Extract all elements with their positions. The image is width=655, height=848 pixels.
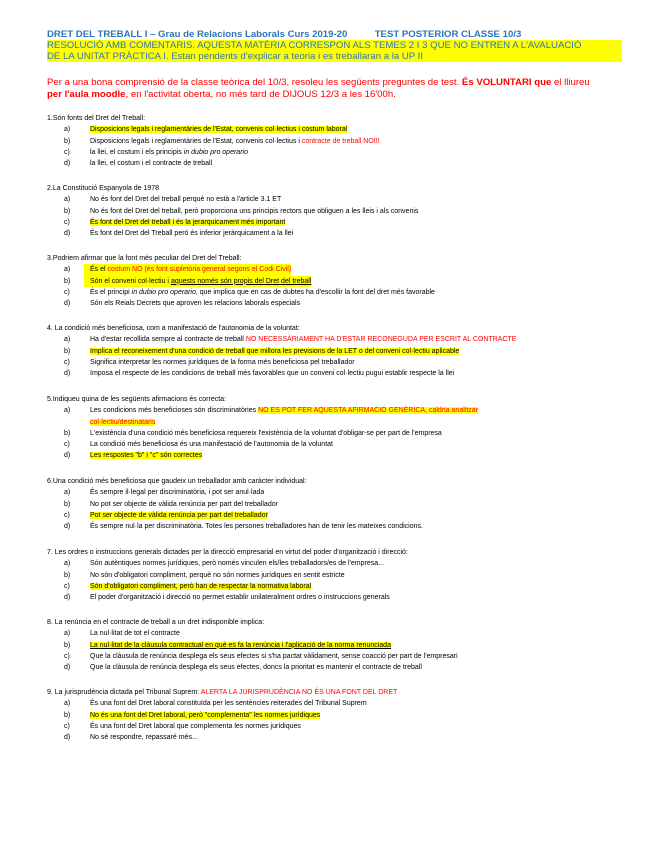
- option-text: El poder d'organització i direcció no permet establir unilateralment ordres o instruccions generals: [90, 594, 390, 602]
- question-title: 8. La renúncia en el contracte de treball a un dret indisponible implica:: [47, 619, 265, 626]
- option-d: [47, 368, 622, 379]
- option-d: [47, 662, 622, 673]
- option-letter: d): [64, 734, 71, 742]
- option-text: Implica el reconeixement d'una condició de treball que millora les previsions de la LET o del conveni col·lectiu aplicable: [90, 347, 460, 355]
- option-comment: costum NO (és font supletòria general segons el Codi Civil): [107, 266, 292, 274]
- option-c: [47, 510, 622, 521]
- option-text: Són autèntiques normes jurídiques, però només vinculen els/les treballadors/es de l'empresa...: [90, 560, 384, 568]
- option-c: [47, 147, 622, 158]
- option-a: [47, 334, 622, 345]
- option-d: [47, 298, 622, 309]
- option-letter: d): [64, 230, 71, 238]
- option-a-continued: [47, 417, 622, 428]
- option-letter: c): [64, 358, 70, 366]
- option-text: És font del Dret del treball i és la jerarquicament més important: [90, 218, 286, 226]
- option-d: [47, 732, 622, 743]
- option-letter: c): [64, 441, 70, 449]
- question-7: [47, 547, 622, 603]
- option-a: [47, 558, 622, 569]
- option-letter: a): [64, 126, 71, 134]
- option-c: [47, 721, 622, 732]
- option-comment-cont: col·lectiu/destinataris: [90, 418, 156, 426]
- option-text: la llei, el costum i els principis: [90, 148, 184, 156]
- document-header: [47, 29, 622, 62]
- option-text: La nul·litat de la clàusula contractual en què es fa la renúncia i l'aplicació de la norma renunciada: [90, 641, 391, 649]
- option-text: És el: [90, 266, 108, 274]
- course-title: DRET DEL TREBALL I – Grau de Relacions Laborals Curs 2019-20: [47, 29, 348, 40]
- option-d: [47, 450, 622, 461]
- option-letter: b): [64, 429, 71, 437]
- option-text-cont: , que implica que en cas de dubtes ha d'escollir la font del dret més favorable: [195, 288, 435, 296]
- option-text: És una font del Dret laboral que complementa les normes jurídiques: [90, 722, 301, 730]
- option-text: Són el conveni col·lectiu i: [90, 277, 171, 285]
- header-line-2: RESOLUCIÓ AMB COMENTARIS. AQUESTA MATÈRIA CORRESPON ALS TEMES 2 I 3 QUE NO ENTREN A L'AVALUACIÓ: [47, 40, 622, 51]
- question-title: 4. La condició més beneficiosa, com a manifestació de l'autonomia de la voluntat:: [47, 325, 300, 332]
- question-title: 2.La Constitució Espanyola de 1978: [47, 185, 160, 192]
- option-letter: d): [64, 452, 71, 460]
- option-letter: d): [64, 523, 71, 531]
- option-letter: c): [64, 652, 70, 660]
- option-c: [47, 651, 622, 662]
- option-d: [47, 521, 622, 532]
- option-letter: a): [64, 407, 71, 415]
- option-b: [47, 640, 622, 651]
- option-b: [47, 710, 622, 721]
- header-line-3: DE LA UNITAT PRÀCTICA I. Estan pendents d'explicar a teoria i es treballaran a la UP II: [47, 51, 622, 62]
- intro-text-1: Per a una bona comprensió de la classe teòrica del 10/3, resoleu les següents preguntes de test.: [47, 77, 462, 88]
- option-c: [47, 217, 622, 228]
- option-text: L'existència d'una condició més beneficiosa requereix l'existència de la voluntat d'obligar-se per part de l'empresa: [90, 429, 442, 437]
- option-a: [47, 264, 622, 275]
- option-letter: a): [64, 489, 71, 497]
- option-text: Disposicions legals i reglamentàries de l'Estat, convenis col·lectius i costum laboral: [90, 126, 348, 134]
- option-text: No és una font del Dret laboral, però "complementa" les normes jurídiques: [90, 711, 321, 719]
- option-d: [47, 158, 622, 169]
- option-letter: a): [64, 630, 71, 638]
- option-comment: NO ES POT FER AQUESTA AFIRMACIÓ GENÈRICA, caldria analitzar: [258, 407, 479, 415]
- option-text: No pot ser objecte de vàlida renúncia per part del treballador: [90, 500, 278, 508]
- option-letter: d): [64, 664, 71, 672]
- question-title: 5.Indiqueu quina de les següents afirmacions és correcta:: [47, 396, 226, 403]
- option-text: És sempre nul·la per discriminatòria. Totes les persones treballadores han de tenir les mateixes condicions.: [90, 523, 423, 531]
- option-text: Que la clàusula de renúncia desplega els seus efectes, doncs la prioritat es mantenir el contracte de treball: [90, 664, 422, 672]
- option-letter: b): [64, 207, 71, 215]
- option-c: [47, 581, 622, 592]
- option-letter: b): [64, 347, 71, 355]
- option-text: Són els Reials Decrets que aproven les relacions laborals especials: [90, 300, 301, 308]
- option-text: És el principi: [90, 288, 132, 296]
- option-text: Són d'obligatori compliment, però han de respectar la normativa laboral: [90, 582, 312, 590]
- option-letter: b): [64, 641, 71, 649]
- question-title: 9. La jurisprudència dictada pel Tribunal Suprem:: [47, 689, 201, 696]
- option-b: [47, 136, 622, 147]
- header-line-1: [47, 29, 622, 40]
- question-9: [47, 687, 622, 743]
- option-text: No sé respondre, repassaré més...: [90, 734, 198, 742]
- option-b: [47, 428, 622, 439]
- option-underlined: aquests només són propis del Dret del treball: [170, 277, 312, 285]
- option-comment: contracte de treball NO!!!: [301, 137, 380, 145]
- option-text: La nul·litat de tot el contracte: [90, 630, 180, 638]
- option-a: [47, 124, 622, 135]
- option-text: No és font del Dret del treball, però proporciona uns principis rectors que obliguen a les lleis i als convenis: [90, 207, 419, 215]
- question-comment: ALERTA LA JURISPRUDÈNCIA NO ÉS UNA FONT DEL DRET: [200, 689, 398, 696]
- option-italic: in dubio pro operario: [131, 288, 196, 296]
- test-title: TEST POSTERIOR CLASSE 10/3: [374, 29, 522, 40]
- question-4: [47, 323, 622, 379]
- option-letter: c): [64, 722, 70, 730]
- option-italic: in dubio pro operario: [183, 148, 248, 156]
- option-b: [47, 346, 622, 357]
- option-a: [47, 698, 622, 709]
- option-text: Ha d'estar recollida sempre al contracte de treball: [90, 336, 246, 344]
- intro-text-3: , en l'activitat oberta, no més tard de DIJOUS 12/3 a les 16'00h.: [125, 88, 396, 100]
- option-letter: b): [64, 711, 71, 719]
- question-2: [47, 183, 622, 239]
- intro-paragraph: [47, 77, 622, 100]
- option-text: la llei, el costum i el contracte de treball: [90, 160, 213, 168]
- option-letter: c): [64, 148, 70, 156]
- option-letter: d): [64, 370, 71, 378]
- option-text: És font del Dret del Treball però és inferior jeràrquicament a la llei: [90, 230, 294, 238]
- option-text: És una font del Dret laboral constituïda per les sentències reiterades del Tribunal Suprem: [90, 700, 367, 708]
- question-3: [47, 253, 622, 309]
- question-title-row: [47, 687, 622, 698]
- option-a: [47, 194, 622, 205]
- option-letter: c): [64, 218, 70, 226]
- option-comment: NO NECESSÀRIAMENT HA D'ESTAR RECONEGUDA PER ESCRIT AL CONTRACTE: [245, 336, 517, 344]
- option-letter: c): [64, 288, 70, 296]
- question-1: [47, 113, 622, 169]
- intro-text-2: el lliureu: [551, 77, 590, 88]
- option-letter: b): [64, 277, 71, 285]
- option-letter: d): [64, 594, 71, 602]
- option-text: Significa interpretar les normes jurídiques de la forma més beneficiosa pel treballador: [90, 358, 355, 366]
- option-letter: b): [64, 137, 71, 145]
- question-8: [47, 617, 622, 673]
- question-title: 3.Podriem afirmar que la font més peculiar del Dret del Treball:: [47, 255, 242, 262]
- option-letter: d): [64, 160, 71, 168]
- option-text: És sempre il·legal per discriminatòria, i pot ser anul·lada: [90, 489, 265, 497]
- option-text: Que la clàusula de renúncia desplega els seus efectes si s'ha pactat vàlidament, sense coacció per part de l'empresari: [90, 652, 458, 660]
- option-text: No és font del Dret del treball perquè no està a l'article 3.1 ET: [90, 196, 282, 204]
- option-a: [47, 405, 622, 416]
- intro-bold-2: per l'aula moodle: [47, 88, 126, 100]
- option-letter: a): [64, 700, 71, 708]
- option-text: Disposicions legals i reglamentàries de l'Estat, convenis col·lectius i: [90, 137, 302, 145]
- question-5: [47, 394, 622, 462]
- option-d: [47, 592, 622, 603]
- option-b: [47, 206, 622, 217]
- option-text: Imposa el respecte de les condicions de treball més favorables que un conveni col·lectiu pugui establir respecte la llei: [90, 370, 455, 378]
- option-letter: b): [64, 571, 71, 579]
- intro-bold-1: És VOLUNTARI que: [461, 77, 552, 88]
- option-b: [47, 570, 622, 581]
- option-letter: a): [64, 266, 71, 274]
- question-title: 1.Són fonts del Dret del Treball:: [47, 115, 146, 122]
- option-a: [47, 628, 622, 639]
- option-b: [47, 276, 622, 287]
- option-text: Les condicions més beneficioses són discriminatòries: [90, 407, 259, 415]
- question-6: [47, 476, 622, 532]
- option-a: [47, 487, 622, 498]
- option-b: [47, 499, 622, 510]
- option-letter: c): [64, 511, 70, 519]
- option-c: [47, 357, 622, 368]
- option-text: No són d'obligatori compliment, perquè no són normes jurídiques en sentit estricte: [90, 571, 345, 579]
- option-letter: a): [64, 336, 71, 344]
- option-d: [47, 228, 622, 239]
- option-text: La condició més beneficiosa és una manifestació de l'autonomia de la voluntat: [90, 441, 333, 449]
- question-title: 7. Les ordres o instruccions generals dictades per la direcció empresarial en virtut del poder d'organització i direcció:: [47, 549, 408, 556]
- option-c: [47, 439, 622, 450]
- question-title: 6.Una condició més beneficiosa que gaudeix un treballador amb caràcter individual:: [47, 478, 307, 485]
- option-text: Les respostes "b" i "c" són correctes: [90, 452, 203, 460]
- option-text: Pot ser objecte de vàlida renúncia per part del treballador: [90, 511, 268, 519]
- option-c: [47, 287, 622, 298]
- option-letter: c): [64, 582, 70, 590]
- option-letter: d): [64, 300, 71, 308]
- option-letter: a): [64, 196, 71, 204]
- option-letter: b): [64, 500, 71, 508]
- option-letter: a): [64, 560, 71, 568]
